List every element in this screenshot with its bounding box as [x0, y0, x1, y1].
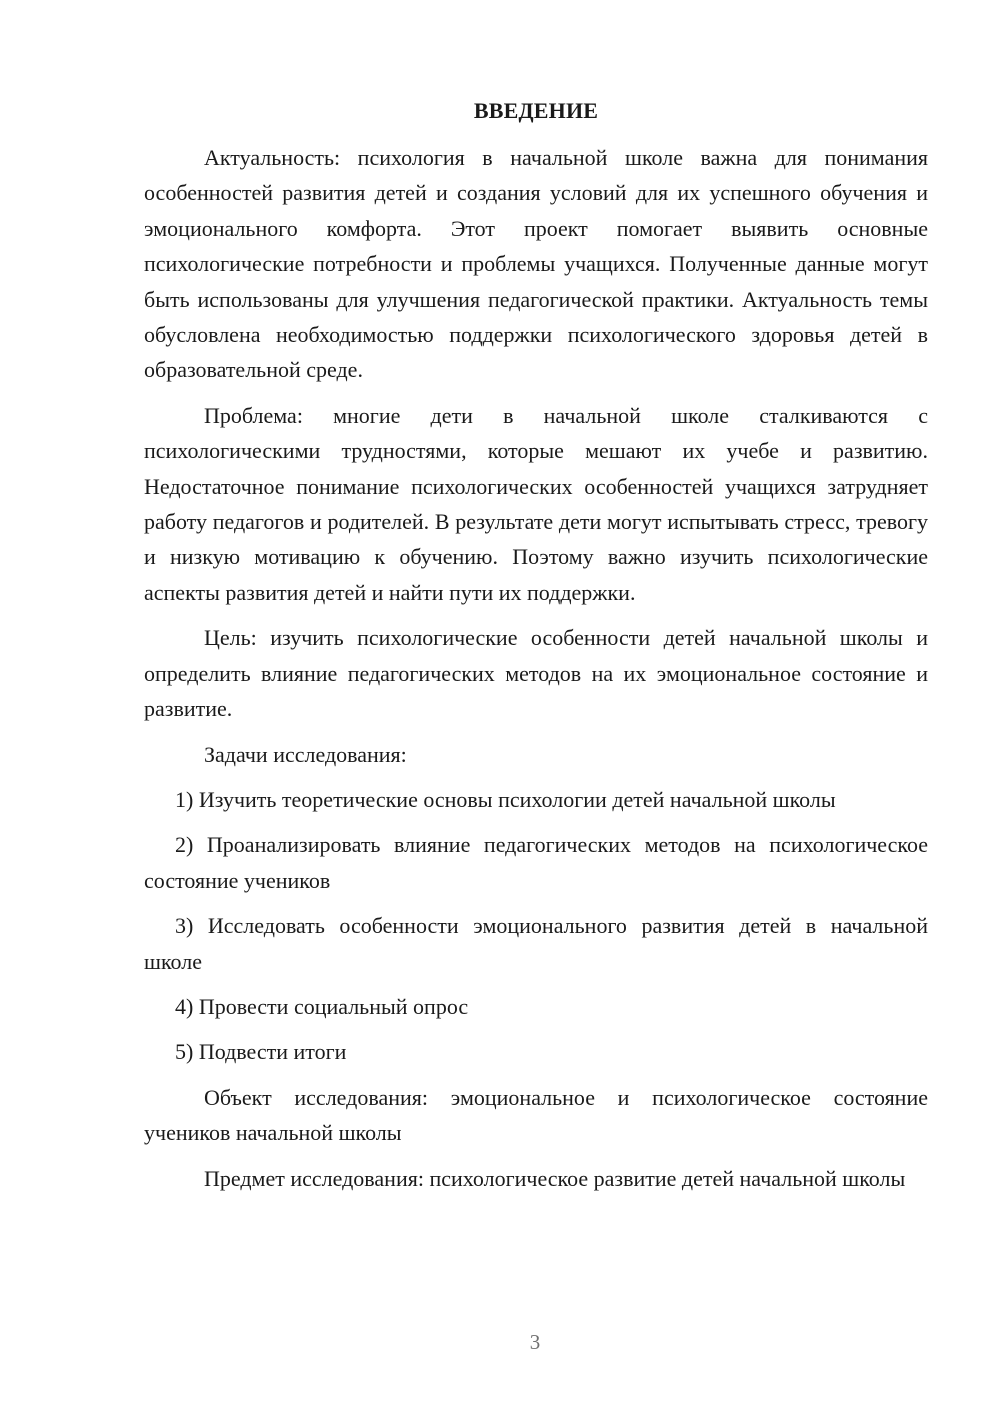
- paragraph-goal: Цель: изучить психологические особенности детей начальной школы и определить влияние педагогических методов на их эмоциональное состояние и развитие.: [144, 625, 928, 722]
- task-item-2: 2) Проанализировать влияние педагогических методов на психологическое состояние учеников: [144, 832, 928, 893]
- paragraph-tasks-heading: Задачи исследования:: [204, 741, 407, 767]
- paragraph-subject: Предмет исследования: психологическое развитие детей начальной школы: [204, 1165, 906, 1191]
- paragraph-problem: Проблема: многие дети в начальной школе сталкиваются с психологическими трудностями, которые мешают их учебе и развитию. Недостаточное понимание психологических особенностей учащихся затрудняет работу педагогов и родителей. В результате дети могут испытывать стресс, тревогу и низкую мотивацию к обучению. Поэтому важно изучить психологические аспекты развития детей и найти пути их поддержки.: [144, 402, 928, 605]
- paragraph-relevance: Актуальность: психология в начальной школе важна для понимания особенностей развития детей и создания условий для их успешного обучения и эмоционального комфорта. Этот проект помогает выявить основные психологические потребности и проблемы учащихся. Полученные данные могут быть использованы для улучшения педагогической практики. Актуальность темы обусловлена необходимостью поддержки психологического здоровья детей в образовательной среде.: [144, 145, 928, 383]
- paragraph-object: Объект исследования: эмоциональное и психологическое состояние учеников начальной школы: [144, 1084, 928, 1146]
- page-number: 3: [529, 1330, 541, 1354]
- task-item-4: 4) Провести социальный опрос: [175, 993, 469, 1019]
- page-content: [144, 93, 928, 1206]
- task-item-3: 3) Исследовать особенности эмоционального развития детей в начальной школе: [144, 913, 928, 974]
- task-item-5: 5) Подвести итоги: [175, 1039, 347, 1065]
- page-title: ВВЕДЕНИЕ: [473, 98, 599, 123]
- task-item-1: 1) Изучить теоретические основы психологии детей начальной школы: [175, 786, 836, 812]
